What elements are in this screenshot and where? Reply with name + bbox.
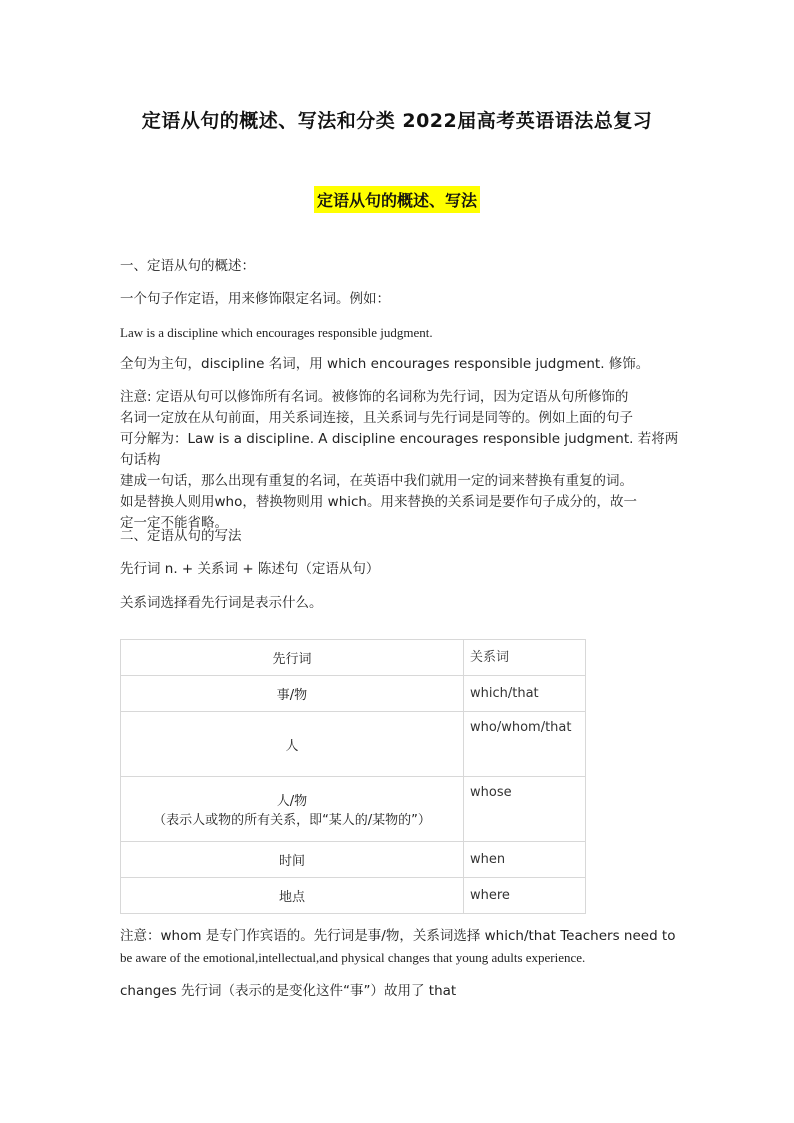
relative-cell: when (464, 842, 586, 878)
section1-heading: 一、定语从句的概述： (120, 258, 255, 274)
table-row (121, 676, 586, 712)
note1-line: 可分解为：Law is a discipline. A discipline encourages responsible judgment. 若将两句话构 (120, 431, 679, 468)
explanation-text: 全句为主句，discipline 名词，用 which encourages responsible judgment. 修饰。 (120, 356, 650, 372)
definition-text: 一个句子作定语，用来修饰限定名词。例如： (120, 291, 390, 307)
antecedent-cell: 地点 (121, 878, 464, 914)
relative-pronoun-table (120, 639, 586, 914)
table-row (121, 712, 586, 777)
header-relative: 关系词 (464, 640, 586, 676)
table-header-row (121, 640, 586, 676)
relative-cell: whose (464, 777, 586, 842)
antecedent-cell: 事/物 (121, 676, 464, 712)
note2-line: be aware of the emotional,intellectual,and physical changes that young adults experience. (120, 950, 586, 965)
formula-text: 先行词 n. + 关系词 + 陈述句（定语从句） (120, 561, 380, 577)
table-row (121, 777, 586, 842)
antecedent-note: （表示人或物的所有关系，即“某人的/某物的”） (153, 813, 431, 828)
relative-cell (464, 712, 586, 777)
note1-line: 如是替换人则用who，替换物则用 which。用来替换的关系词是要作句子成分的，故一 (120, 494, 637, 510)
note2-line: 注意：whom 是专门作宾语的。先行词是事/物，关系词选择 which/that Teachers need to (120, 928, 676, 944)
antecedent-cell (121, 777, 464, 842)
header-antecedent: 先行词 (121, 640, 464, 676)
example-sentence: Law is a discipline which encourages responsible judgment. (120, 325, 433, 340)
highlighted-subtitle: 定语从句的概述、写法 (314, 186, 480, 213)
note3-text: changes 先行词（表示的是变化这件“事”）故用了 that (120, 983, 457, 999)
section2-heading: 二、定语从句的写法 (120, 528, 242, 544)
antecedent-cell: 人 (121, 712, 464, 777)
note1-line: 名词一定放在从句前面，用关系词连接，且关系词与先行词是同等的。例如上面的句子 (120, 410, 633, 426)
note1-line: 建成一句话，那么出现有重复的名词，在英语中我们就用一定的词来替换有重复的词。 (120, 473, 633, 489)
note1-line: 注意: 定语从句可以修饰所有名词。被修饰的名词称为先行词，因为定语从句所修饰的 (120, 389, 629, 405)
antecedent-value: 人/物 (276, 794, 308, 809)
subtitle-container (0, 186, 794, 213)
table-row (121, 878, 586, 914)
selection-note: 关系词选择看先行词是表示什么。 (120, 595, 323, 611)
relative-value: who/whom/that (470, 720, 572, 735)
note2-paragraph (120, 926, 680, 968)
antecedent-cell: 时间 (121, 842, 464, 878)
note1-paragraph (120, 387, 690, 534)
table-row (121, 842, 586, 878)
relative-cell: where (464, 878, 586, 914)
document-title: 定语从句的概述、写法和分类 2022届高考英语语法总复习 (141, 110, 653, 132)
note1-line: 定一定不能省略。 (120, 515, 228, 531)
relative-cell: which/that (464, 676, 586, 712)
